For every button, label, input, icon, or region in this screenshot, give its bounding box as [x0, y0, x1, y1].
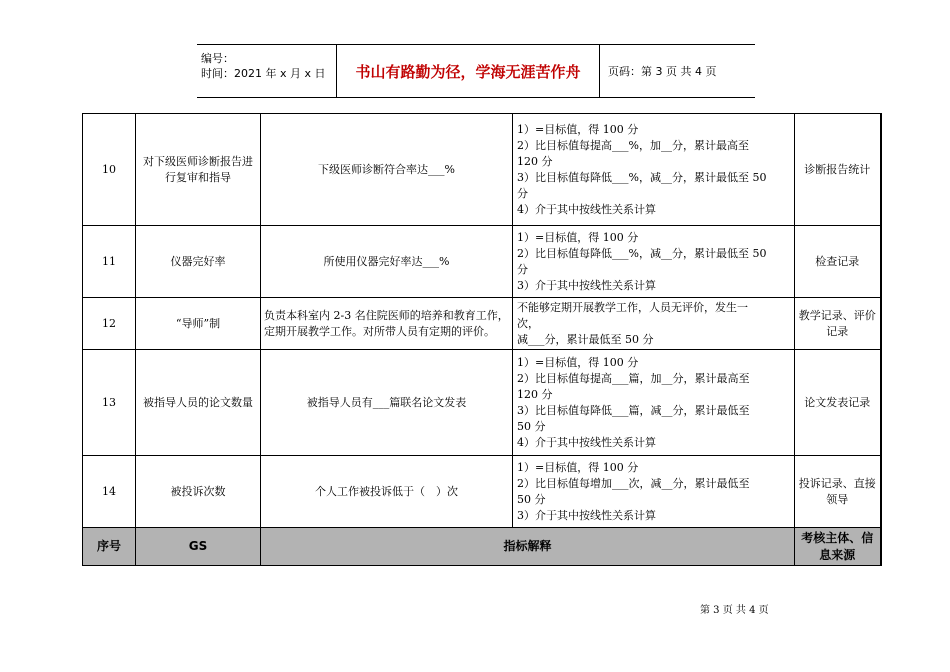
rule-line: 2）比目标值每提高___%，加__分，累计最高至	[517, 138, 749, 152]
page-footer: 第 3 页 共 4 页	[700, 605, 769, 616]
rules-cell	[513, 350, 795, 456]
rule-line: 分	[517, 186, 528, 200]
time-label: 时间：2021 年 x 月 x 日	[201, 67, 326, 80]
document-header	[197, 44, 755, 98]
source-cell: 诊断报告统计	[795, 114, 881, 226]
rule-line: 减___分，累计最低至 50 分	[517, 332, 654, 346]
rules-cell	[513, 298, 795, 350]
table-row	[83, 226, 881, 298]
rule-line: 2）比目标值每增加___次，减__分，累计最低至	[517, 476, 750, 490]
gs-cell: “导师”制	[136, 298, 261, 350]
source-cell: 投诉记录、直接领导	[795, 456, 881, 528]
header-col-indicator: 指标解释	[261, 528, 795, 566]
header-meta	[197, 45, 337, 97]
rule-line: 4）介于其中按线性关系计算	[517, 202, 656, 216]
rule-line: 不能够定期开展教学工作，人员无评价，发生一	[517, 300, 748, 314]
row-number: 13	[83, 350, 136, 456]
assessment-table	[82, 113, 882, 566]
rule-line: 50 分	[517, 492, 546, 506]
header-col-gs: GS	[136, 528, 261, 566]
indicator-cell: 被指导人员有___篇联名论文发表	[261, 350, 513, 456]
gs-cell: 被指导人员的论文数量	[136, 350, 261, 456]
rule-line: 1）=目标值，得 100 分	[517, 122, 639, 136]
row-number: 12	[83, 298, 136, 350]
source-cell: 教学记录、评价记录	[795, 298, 881, 350]
header-col-number: 序号	[83, 528, 136, 566]
rule-line: 3）比目标值每降低___篇，减__分，累计最低至	[517, 403, 750, 417]
header-motto: 书山有路勤为径，学海无涯苦作舟	[337, 45, 600, 97]
row-number: 14	[83, 456, 136, 528]
rule-line: 120 分	[517, 387, 553, 401]
number-label: 编号：	[201, 52, 234, 65]
indicator-cell: 个人工作被投诉低于（ ）次	[261, 456, 513, 528]
rule-line: 3）比目标值每降低___%，减__分，累计最低至 50	[517, 170, 767, 184]
source-cell: 论文发表记录	[795, 350, 881, 456]
rule-line: 1）=目标值，得 100 分	[517, 460, 639, 474]
table-row	[83, 114, 881, 226]
table-row	[83, 350, 881, 456]
indicator-cell: 负责本科室内 2-3 名住院医师的培养和教育工作，定期开展教学工作。对所带人员有定期的评价。	[261, 298, 513, 350]
rules-cell	[513, 114, 795, 226]
row-number: 11	[83, 226, 136, 298]
indicator-cell: 下级医师诊断符合率达___%	[261, 114, 513, 226]
rule-line: 次，	[517, 316, 539, 330]
header-page-label: 页码：第 3 页 共 4 页	[608, 65, 717, 78]
table-header-row	[83, 528, 881, 566]
table-row	[83, 456, 881, 528]
rule-line: 3）介于其中按线性关系计算	[517, 508, 656, 522]
source-cell: 检查记录	[795, 226, 881, 298]
rule-line: 1）=目标值，得 100 分	[517, 230, 639, 244]
rule-line: 50 分	[517, 419, 546, 433]
table-row	[83, 298, 881, 350]
rule-line: 120 分	[517, 154, 553, 168]
rule-line: 3）介于其中按线性关系计算	[517, 278, 656, 292]
rule-line: 2）比目标值每降低___%，减__分，累计最低至 50	[517, 246, 767, 260]
indicator-cell: 所使用仪器完好率达___%	[261, 226, 513, 298]
rule-line: 分	[517, 262, 528, 276]
rules-cell	[513, 226, 795, 298]
header-col-source: 考核主体、信息来源	[795, 528, 881, 566]
rule-line: 4）介于其中按线性关系计算	[517, 435, 656, 449]
rule-line: 1）=目标值，得 100 分	[517, 355, 639, 369]
gs-cell: 对下级医师诊断报告进行复审和指导	[136, 114, 261, 226]
row-number: 10	[83, 114, 136, 226]
rule-line: 2）比目标值每提高___篇，加__分，累计最高至	[517, 371, 750, 385]
rules-cell	[513, 456, 795, 528]
gs-cell: 被投诉次数	[136, 456, 261, 528]
gs-cell: 仪器完好率	[136, 226, 261, 298]
